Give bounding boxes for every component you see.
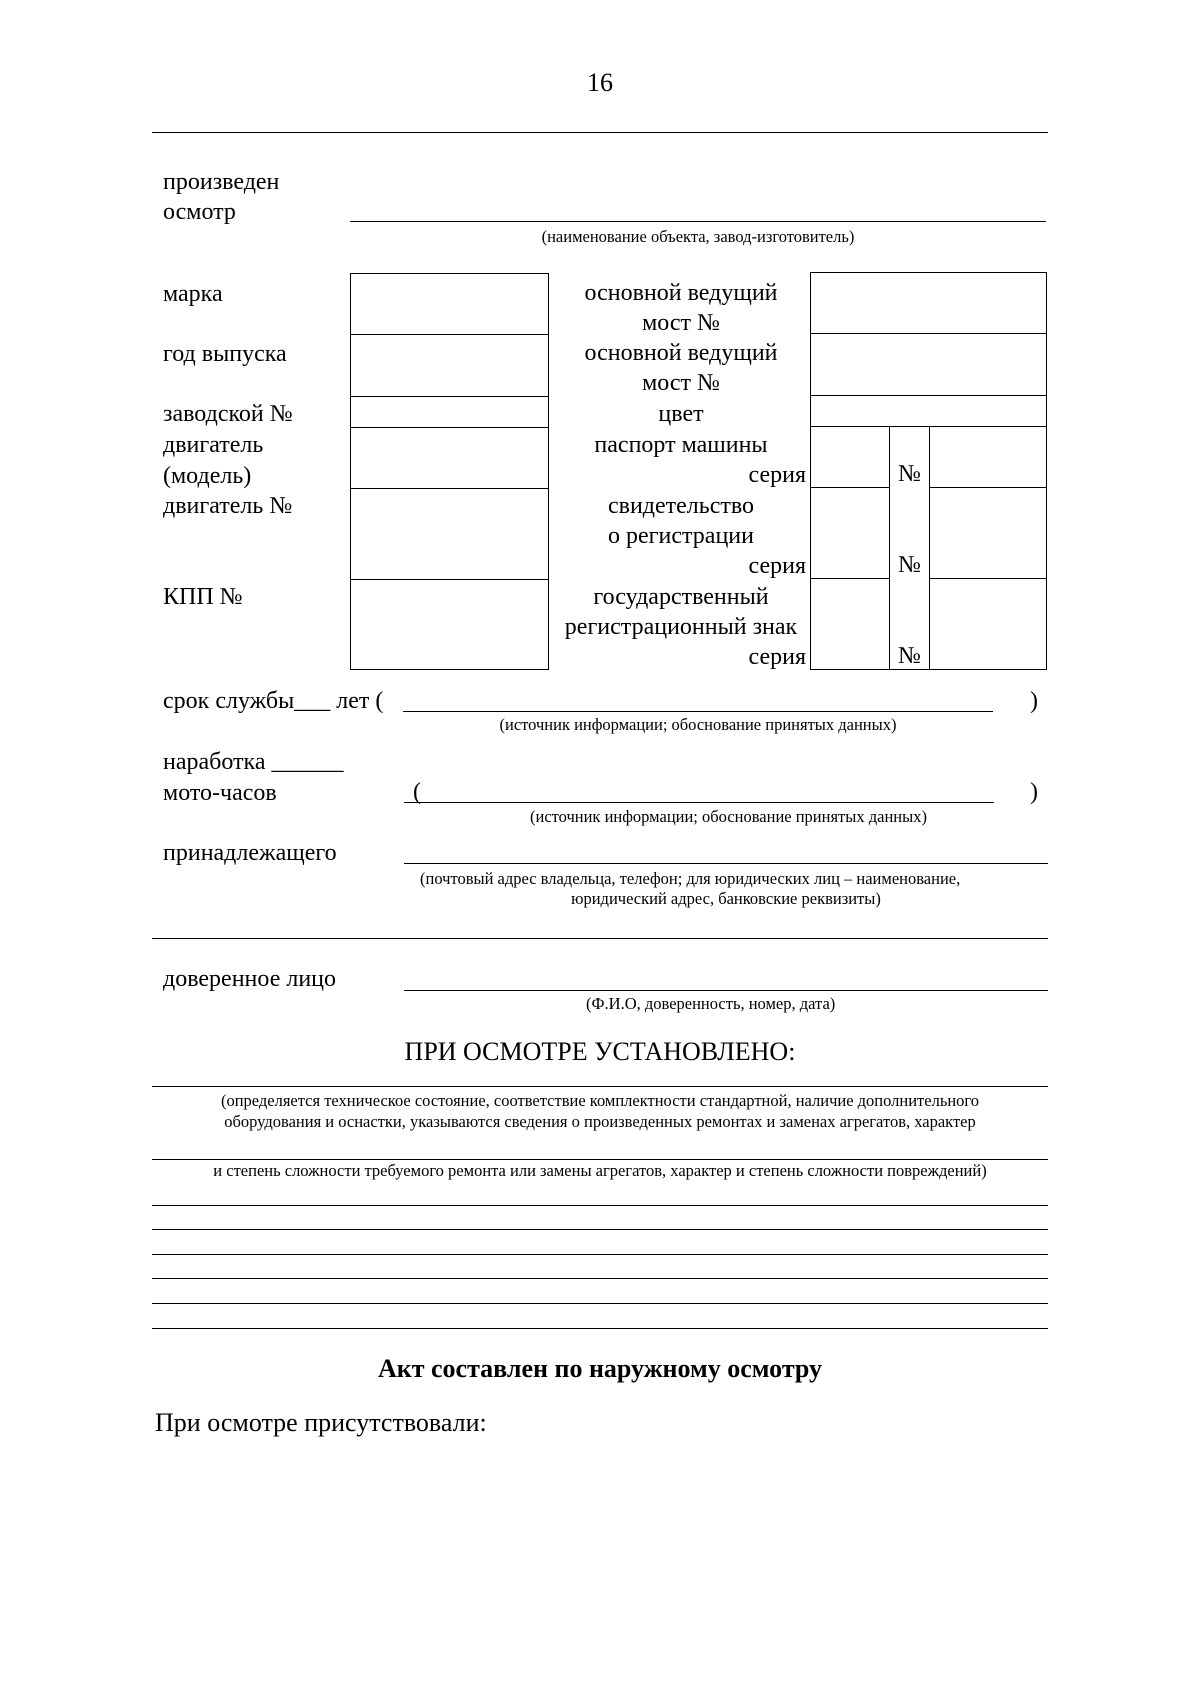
year-field[interactable] xyxy=(352,336,547,395)
cert-series-label: серия xyxy=(748,553,806,579)
axle1-label-1: основной ведущий xyxy=(584,280,778,306)
inspected-line[interactable] xyxy=(350,221,1046,222)
engine-model-label-1: двигатель xyxy=(163,432,264,458)
passport-series-label: серия xyxy=(748,462,806,488)
axle1-label-2: мост № xyxy=(642,310,720,336)
present-label: При осмотре присутствовали: xyxy=(155,1408,487,1437)
right-col-divider xyxy=(929,426,930,670)
engine-model-label-2: (модель) xyxy=(163,463,252,489)
findings-caption-1: (определяется техническое состояние, соответствие комплектности стандартной, наличие дополнительного xyxy=(220,1091,980,1110)
serial-label: заводской № xyxy=(163,401,293,427)
right-no-divider xyxy=(929,578,1047,579)
proxy-label: доверенное лицо xyxy=(163,966,337,992)
plate-label-2: регистрационный знак xyxy=(564,614,798,640)
plate-label-1: государственный xyxy=(593,584,769,610)
cert-no-label: № xyxy=(898,552,921,578)
plate-series-label: серия xyxy=(748,644,806,670)
findings-caption-2: оборудования и оснастки, указываются сведения о произведенных ремонтах и заменах агрегатов, характер xyxy=(224,1112,976,1131)
inspected-label-2: осмотр xyxy=(163,199,236,225)
findings-line[interactable] xyxy=(152,1086,1048,1087)
page-number: 16 xyxy=(587,68,613,97)
gearbox-field[interactable] xyxy=(352,581,547,669)
cert-label-1: свидетельство xyxy=(607,493,755,519)
service-life-label: срок службы___ лет ( xyxy=(163,688,384,714)
owner-line[interactable] xyxy=(404,863,1048,864)
plate-series-field[interactable] xyxy=(812,580,888,669)
service-life-line[interactable] xyxy=(403,711,993,712)
proxy-line[interactable] xyxy=(404,990,1048,991)
findings-heading: ПРИ ОСМОТРЕ УСТАНОВЛЕНО: xyxy=(404,1037,796,1066)
findings-line[interactable] xyxy=(152,1205,1048,1206)
hours-caption: (источник информации; обоснование принятых данных) xyxy=(530,807,927,826)
left-divider xyxy=(350,427,549,428)
findings-line[interactable] xyxy=(152,1229,1048,1230)
passport-series-field[interactable] xyxy=(812,428,888,486)
cert-label-2: о регистрации xyxy=(608,523,754,549)
findings-line[interactable] xyxy=(152,1254,1048,1255)
right-divider xyxy=(810,333,1047,334)
passport-no-field[interactable] xyxy=(931,428,1045,486)
plate-no-label: № xyxy=(898,643,921,669)
axle2-label-1: основной ведущий xyxy=(584,340,778,366)
left-divider xyxy=(350,579,549,580)
owner-label: принадлежащего xyxy=(163,840,337,866)
cert-no-field[interactable] xyxy=(931,489,1045,577)
passport-no-label: № xyxy=(898,461,921,487)
right-series-divider xyxy=(810,578,889,579)
findings-line[interactable] xyxy=(152,1159,1048,1160)
color-field[interactable] xyxy=(812,397,1045,425)
service-life-caption: (источник информации; обоснование принятых данных) xyxy=(499,715,897,734)
findings-line[interactable] xyxy=(152,1303,1048,1304)
owner-line-2[interactable] xyxy=(152,938,1048,939)
findings-line[interactable] xyxy=(152,1328,1048,1329)
inspected-label-1: произведен xyxy=(163,169,280,195)
proxy-caption: (Ф.И.О, доверенность, номер, дата) xyxy=(586,994,836,1013)
axle2-label-2: мост № xyxy=(642,370,720,396)
hours-label-1: наработка ______ xyxy=(163,749,344,775)
right-no-divider xyxy=(929,487,1047,488)
hours-open: ( xyxy=(413,779,421,805)
inspected-caption: (наименование объекта, завод-изготовитель) xyxy=(541,227,855,246)
left-divider xyxy=(350,488,549,489)
left-divider xyxy=(350,334,549,335)
findings-line[interactable] xyxy=(152,1278,1048,1279)
owner-caption-1: (почтовый адрес владельца, телефон; для юридических лиц – наименование, xyxy=(420,869,961,888)
left-divider xyxy=(350,396,549,397)
owner-caption-2: юридический адрес, банковские реквизиты) xyxy=(571,889,881,908)
color-label: цвет xyxy=(658,401,704,427)
engine-model-field[interactable] xyxy=(352,429,547,487)
brand-field[interactable] xyxy=(352,275,547,333)
hours-line[interactable] xyxy=(404,802,994,803)
passport-label: паспорт машины xyxy=(594,432,768,458)
cert-series-field[interactable] xyxy=(812,489,888,577)
right-divider xyxy=(810,395,1047,396)
year-label: год выпуска xyxy=(163,341,287,367)
engine-no-label: двигатель № xyxy=(163,493,293,519)
axle2-field[interactable] xyxy=(812,335,1045,394)
plate-no-field[interactable] xyxy=(931,580,1045,669)
hours-close: ) xyxy=(1030,779,1038,805)
serial-field[interactable] xyxy=(352,398,547,426)
top-rule xyxy=(152,132,1048,133)
hours-label-2: мото-часов xyxy=(163,780,277,806)
findings-caption-3: и степень сложности требуемого ремонта или замены агрегатов, характер и степень сложности повреждений) xyxy=(213,1161,987,1180)
brand-label: марка xyxy=(163,281,223,307)
act-statement: Акт составлен по наружному осмотру xyxy=(377,1354,823,1383)
right-series-divider xyxy=(810,487,889,488)
axle1-field[interactable] xyxy=(812,274,1045,332)
gearbox-label: КПП № xyxy=(163,584,243,610)
service-life-close: ) xyxy=(1030,688,1038,714)
engine-no-field[interactable] xyxy=(352,490,547,578)
